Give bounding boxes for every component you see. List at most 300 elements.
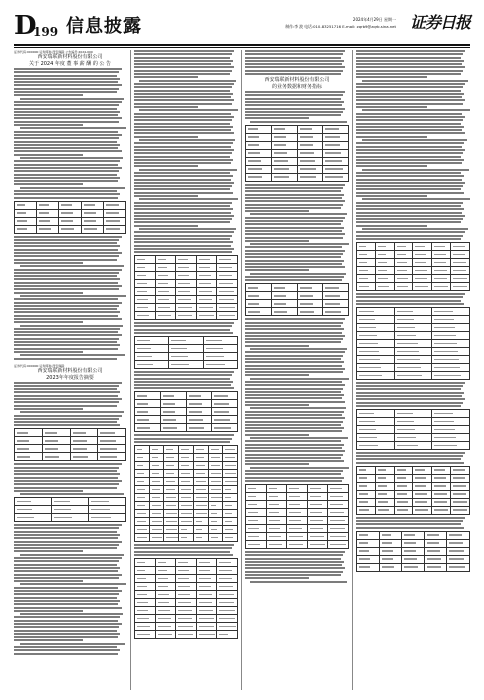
text-line xyxy=(245,233,345,235)
text-line xyxy=(245,328,344,330)
table-cell xyxy=(212,400,238,408)
text-line xyxy=(20,265,124,267)
table-cell xyxy=(297,125,323,133)
text-line xyxy=(356,175,464,177)
text-line xyxy=(14,408,83,410)
table-cell xyxy=(176,256,197,264)
table-cell xyxy=(328,532,349,540)
table-cell xyxy=(155,312,176,320)
table-cell xyxy=(149,526,164,534)
table-cell xyxy=(135,478,150,486)
text-line xyxy=(14,147,118,149)
data-table xyxy=(134,255,238,320)
table-cell xyxy=(203,353,237,361)
table-cell xyxy=(413,474,432,482)
text-line xyxy=(134,159,233,161)
text-line xyxy=(134,374,232,376)
text-line xyxy=(14,587,118,589)
text-line xyxy=(14,111,120,113)
text-line xyxy=(134,99,234,101)
text-line xyxy=(134,192,233,194)
text-line xyxy=(14,75,117,77)
table-cell xyxy=(135,614,156,622)
table-row xyxy=(135,280,238,288)
table-cell xyxy=(432,363,470,371)
table-cell xyxy=(413,250,432,258)
table-cell xyxy=(42,429,70,437)
text-line xyxy=(134,90,230,92)
table-cell xyxy=(176,598,197,606)
table-cell xyxy=(212,392,238,400)
text-line xyxy=(245,91,345,93)
table-cell xyxy=(394,417,432,425)
table-cell xyxy=(402,555,425,563)
table-cell xyxy=(212,416,238,424)
text-line xyxy=(245,427,344,429)
table-cell xyxy=(164,446,179,454)
table-cell xyxy=(246,300,272,308)
table-cell xyxy=(394,433,432,441)
text-line xyxy=(245,561,344,563)
table-cell xyxy=(98,437,126,445)
table-cell xyxy=(375,274,394,282)
text-line xyxy=(245,266,345,268)
table-cell xyxy=(42,453,70,461)
table-row xyxy=(135,574,238,582)
text-line xyxy=(245,111,343,113)
table-row xyxy=(135,446,238,454)
text-line xyxy=(14,567,120,569)
table-cell xyxy=(432,466,451,474)
table-row xyxy=(246,149,349,157)
text-line xyxy=(245,94,343,96)
table-row xyxy=(357,409,470,417)
masthead-rule xyxy=(14,44,470,46)
table-cell xyxy=(328,508,349,516)
text-line xyxy=(14,269,122,271)
text-line xyxy=(14,580,83,582)
table-cell xyxy=(357,563,380,571)
table-cell xyxy=(394,282,413,290)
text-line xyxy=(356,235,463,237)
text-line xyxy=(20,325,123,327)
text-line xyxy=(14,570,118,572)
text-line xyxy=(245,345,309,347)
table-cell xyxy=(357,274,376,282)
table-row xyxy=(135,304,238,312)
table-cell xyxy=(379,547,402,555)
data-table xyxy=(356,466,470,515)
table-cell xyxy=(246,173,272,181)
text-line xyxy=(356,53,463,55)
table-row xyxy=(246,540,349,548)
text-line xyxy=(250,378,349,380)
text-line xyxy=(134,73,230,75)
table-cell xyxy=(328,492,349,500)
text-line xyxy=(134,149,234,151)
text-line xyxy=(20,411,124,413)
table-cell xyxy=(246,149,272,157)
text-line xyxy=(245,365,342,367)
table-cell xyxy=(357,315,395,323)
table-cell xyxy=(394,355,432,363)
text-line xyxy=(245,237,343,239)
table-cell xyxy=(135,296,156,304)
table-cell xyxy=(37,217,59,225)
table-cell xyxy=(413,274,432,282)
table-cell xyxy=(297,133,323,141)
table-cell xyxy=(246,141,272,149)
text-line xyxy=(14,338,119,340)
text-line xyxy=(245,332,342,334)
table-cell xyxy=(193,502,208,510)
text-line xyxy=(14,607,122,609)
table-cell xyxy=(193,494,208,502)
table-cell xyxy=(307,500,328,508)
text-line xyxy=(14,108,117,110)
text-line xyxy=(14,467,119,469)
text-line xyxy=(356,208,464,210)
table-row xyxy=(135,534,238,542)
table-cell xyxy=(424,555,447,563)
text-line xyxy=(14,537,118,539)
text-line xyxy=(250,348,347,350)
table-cell xyxy=(193,510,208,518)
table-cell xyxy=(164,486,179,494)
table-cell xyxy=(15,225,37,233)
column-3 xyxy=(245,50,349,690)
table-cell xyxy=(307,532,328,540)
text-line xyxy=(14,114,118,116)
table-cell xyxy=(193,486,208,494)
table-row xyxy=(15,445,126,453)
article-body xyxy=(14,236,126,360)
table-cell xyxy=(196,272,217,280)
table-cell xyxy=(15,506,52,514)
table-cell xyxy=(160,392,186,400)
table-cell xyxy=(223,454,238,462)
table-cell xyxy=(89,498,126,506)
table-cell xyxy=(203,361,237,369)
text-line xyxy=(245,374,309,376)
table-cell xyxy=(223,494,238,502)
table-cell xyxy=(432,425,470,433)
table-cell xyxy=(432,250,451,258)
table-row xyxy=(246,532,349,540)
table-row xyxy=(246,492,349,500)
table-cell xyxy=(451,274,470,282)
table-cell xyxy=(196,558,217,566)
text-line xyxy=(134,132,234,134)
text-line xyxy=(14,477,118,479)
table-cell xyxy=(155,304,176,312)
article-company: 西安瑞联新材料股份有限公司 xyxy=(264,77,330,84)
table-cell xyxy=(193,470,208,478)
text-line xyxy=(245,60,344,62)
text-line xyxy=(14,190,117,192)
text-line xyxy=(14,262,83,264)
table-cell xyxy=(375,474,394,482)
table-cell xyxy=(217,622,238,630)
table-row xyxy=(357,250,470,258)
text-line xyxy=(14,275,117,277)
text-line xyxy=(14,626,119,628)
text-line xyxy=(14,197,118,199)
table-cell xyxy=(394,363,432,371)
page-number: 199 xyxy=(33,25,59,39)
table-cell xyxy=(328,540,349,548)
table-cell xyxy=(52,498,89,506)
text-line xyxy=(14,524,122,526)
table-cell xyxy=(223,478,238,486)
text-line xyxy=(134,215,234,217)
text-line xyxy=(245,457,341,459)
text-line xyxy=(362,139,467,141)
table-cell xyxy=(357,250,376,258)
table-cell xyxy=(176,582,197,590)
table-row xyxy=(15,225,126,233)
text-line xyxy=(245,341,341,343)
text-line xyxy=(14,534,120,536)
data-table xyxy=(245,125,349,182)
table-cell xyxy=(169,345,203,353)
text-line xyxy=(245,554,343,556)
text-line xyxy=(134,93,233,95)
table-cell xyxy=(135,337,169,345)
text-line xyxy=(14,144,120,146)
article-body xyxy=(356,50,470,240)
text-line xyxy=(245,207,341,209)
text-line xyxy=(245,66,345,68)
table-cell xyxy=(203,337,237,345)
table-row xyxy=(135,494,238,502)
data-table xyxy=(134,336,238,369)
table-cell xyxy=(176,280,197,288)
table-row xyxy=(135,337,238,345)
table-cell xyxy=(135,494,150,502)
table-cell xyxy=(176,614,197,622)
text-line xyxy=(14,78,120,80)
table-cell xyxy=(287,532,308,540)
table-cell xyxy=(297,173,323,181)
table-cell xyxy=(155,256,176,264)
text-line xyxy=(20,613,123,615)
table-cell xyxy=(135,590,156,598)
text-line xyxy=(245,279,342,281)
text-line xyxy=(14,71,119,73)
table-cell xyxy=(307,540,328,548)
text-line xyxy=(245,381,342,383)
table-cell xyxy=(135,582,156,590)
table-cell xyxy=(307,524,328,532)
text-line xyxy=(356,205,461,207)
text-line xyxy=(134,332,233,334)
text-line xyxy=(134,175,233,177)
table-row xyxy=(357,547,470,555)
table-cell xyxy=(223,518,238,526)
text-line xyxy=(362,169,469,171)
text-line xyxy=(14,180,118,182)
text-line xyxy=(14,150,122,152)
text-line xyxy=(245,440,341,442)
column-2 xyxy=(134,50,238,690)
table-cell xyxy=(246,157,272,165)
table-row xyxy=(357,307,470,315)
text-line xyxy=(245,388,343,390)
table-cell xyxy=(432,433,470,441)
table-cell xyxy=(155,598,176,606)
text-line xyxy=(245,108,345,110)
text-line xyxy=(245,577,309,579)
table-cell xyxy=(424,563,447,571)
text-line xyxy=(14,91,117,93)
table-cell xyxy=(176,622,197,630)
table-cell xyxy=(271,133,297,141)
text-line xyxy=(134,551,230,553)
table-cell xyxy=(186,400,212,408)
table-cell xyxy=(394,250,413,258)
text-line xyxy=(250,407,346,409)
article-body xyxy=(14,68,126,199)
table-row xyxy=(135,400,238,408)
text-line xyxy=(14,544,119,546)
text-line xyxy=(14,239,119,241)
table-cell xyxy=(379,531,402,539)
table-cell xyxy=(246,292,272,300)
table-cell xyxy=(357,258,376,266)
text-line xyxy=(362,228,468,230)
table-row xyxy=(15,217,126,225)
text-line xyxy=(356,146,462,148)
table-cell xyxy=(323,173,349,181)
table-cell xyxy=(394,307,432,315)
table-cell xyxy=(179,446,194,454)
table-cell xyxy=(287,516,308,524)
text-line xyxy=(134,547,232,549)
table-row xyxy=(135,416,238,424)
table-cell xyxy=(135,408,161,416)
article-title: 2023年年度报告摘要 xyxy=(46,374,94,381)
table-row xyxy=(15,437,126,445)
table-cell xyxy=(413,498,432,506)
text-line xyxy=(14,68,122,70)
text-line xyxy=(245,558,341,560)
table-cell xyxy=(394,441,432,449)
text-line xyxy=(14,463,122,465)
text-line xyxy=(134,438,232,440)
table-row xyxy=(357,274,470,282)
text-line xyxy=(245,184,345,186)
article-body xyxy=(14,463,126,495)
text-line xyxy=(245,444,344,446)
table-cell xyxy=(135,312,156,320)
table-cell xyxy=(447,547,470,555)
table-cell xyxy=(451,506,470,514)
text-line xyxy=(14,328,120,330)
table-cell xyxy=(208,486,223,494)
text-line xyxy=(14,620,118,622)
text-line xyxy=(356,50,465,52)
text-line xyxy=(134,103,232,105)
table-cell xyxy=(432,274,451,282)
article-code-line: 证券代码:000000 证券简称:西安瑞联 公告编号:2024-000 xyxy=(14,50,93,54)
text-line xyxy=(356,300,461,302)
table-cell xyxy=(149,486,164,494)
data-table xyxy=(245,484,349,549)
text-line xyxy=(20,157,123,159)
text-line xyxy=(139,228,236,230)
table-cell xyxy=(394,323,432,331)
table-cell xyxy=(413,490,432,498)
text-line xyxy=(14,382,122,384)
text-line xyxy=(245,217,345,219)
text-line xyxy=(14,636,118,638)
text-line xyxy=(14,282,118,284)
table-row xyxy=(15,506,126,514)
text-line xyxy=(14,255,119,257)
text-line xyxy=(14,84,122,86)
table-row xyxy=(246,133,349,141)
text-line xyxy=(245,276,344,278)
table-cell xyxy=(357,482,376,490)
table-cell xyxy=(42,445,70,453)
table-cell xyxy=(52,506,89,514)
table-cell xyxy=(432,258,451,266)
text-line xyxy=(134,113,231,115)
text-line xyxy=(14,547,117,549)
table-row xyxy=(246,157,349,165)
text-line xyxy=(250,437,348,439)
table-cell xyxy=(223,534,238,542)
text-line xyxy=(245,335,345,337)
table-cell xyxy=(149,446,164,454)
table-cell xyxy=(394,258,413,266)
table-row xyxy=(135,630,238,638)
table-cell xyxy=(375,506,394,514)
text-line xyxy=(134,50,234,52)
text-line xyxy=(245,371,343,373)
table-cell xyxy=(135,392,161,400)
table-cell xyxy=(164,454,179,462)
text-line xyxy=(14,633,120,635)
table-cell xyxy=(432,331,470,339)
text-line xyxy=(356,152,463,154)
text-line xyxy=(356,182,465,184)
table-cell xyxy=(169,353,203,361)
table-cell xyxy=(208,502,223,510)
text-line xyxy=(14,610,83,612)
text-line xyxy=(14,137,119,139)
table-cell xyxy=(246,532,267,540)
text-line xyxy=(245,567,345,569)
text-line xyxy=(356,382,465,384)
table-row xyxy=(15,209,126,217)
table-row xyxy=(135,462,238,470)
table-cell xyxy=(160,408,186,416)
text-line xyxy=(356,116,465,118)
table-cell xyxy=(135,622,156,630)
date-line: 2024年4月29日 星期一 xyxy=(352,17,396,22)
text-line xyxy=(134,378,230,380)
text-line xyxy=(134,231,234,233)
text-line xyxy=(14,170,119,172)
text-line xyxy=(356,195,427,197)
text-line xyxy=(245,421,343,423)
text-line xyxy=(134,238,230,240)
text-line xyxy=(356,388,461,390)
table-cell xyxy=(223,502,238,510)
table-cell xyxy=(323,133,349,141)
